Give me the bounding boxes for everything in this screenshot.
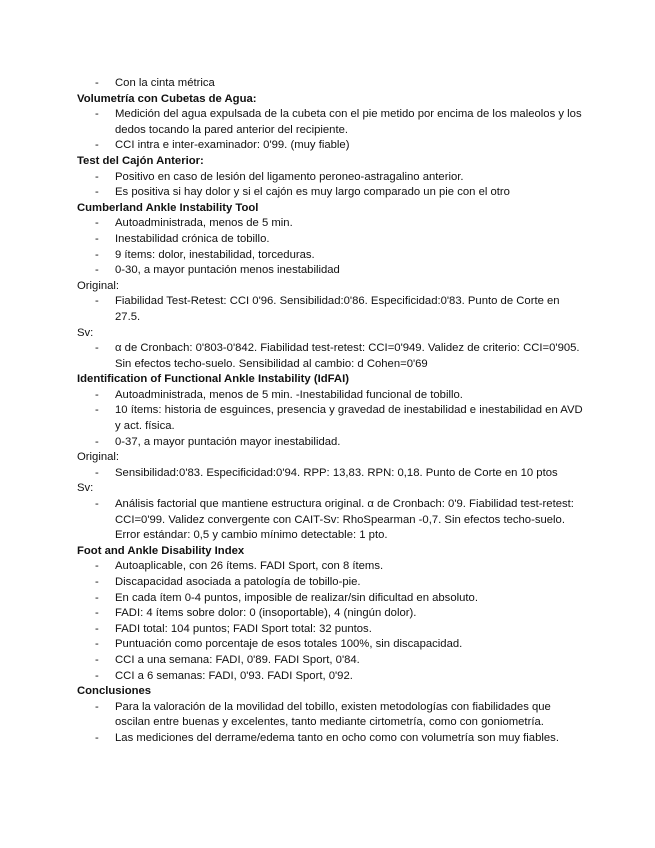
section-heading: Cumberland Ankle Instability Tool bbox=[77, 201, 259, 214]
bullet-dash: - bbox=[95, 139, 99, 152]
section-heading: Conclusiones bbox=[77, 685, 152, 698]
section-heading: Volumetría con Cubetas de Agua: bbox=[77, 92, 257, 105]
bullet-dash: - bbox=[95, 170, 99, 183]
bullet-dash: - bbox=[95, 264, 99, 277]
bullet-dash: - bbox=[95, 466, 99, 479]
list-item bbox=[0, 669, 583, 685]
list-item-text: Autoadministrada, menos de 5 min. -Inestabilidad funcional de tobillo. bbox=[115, 388, 463, 401]
list-item-text: Con la cinta métrica bbox=[115, 77, 215, 89]
bullet-dash: - bbox=[95, 404, 99, 417]
list-item bbox=[0, 606, 583, 622]
list-item bbox=[0, 622, 583, 638]
list-item bbox=[0, 232, 583, 248]
list-item-text: Medición del agua expulsada de la cubeta con el pie metido por encima de los maleolos y los dedos tocando la pared anterior del recipiente. bbox=[115, 108, 582, 136]
bullet-dash: - bbox=[95, 700, 99, 713]
list-item-text: CCI a una semana: FADI, 0'89. FADI Sport, 0'84. bbox=[115, 653, 360, 666]
bullet-dash: - bbox=[95, 669, 99, 682]
list-item-text: 9 ítems: dolor, inestabilidad, torceduras. bbox=[115, 248, 315, 261]
list-item-text: 10 ítems: historia de esguinces, presencia y gravedad de inestabilidad e inestabilidad en AVD y act. física. bbox=[115, 404, 583, 433]
list-item-text: Sensibilidad:0'83. Especificidad:0'94. RPP: 13,83. RPN: 0,18. Punto de Corte en 10 ptos bbox=[115, 466, 558, 479]
bullet-dash: - bbox=[95, 217, 99, 230]
list-item-text: Las mediciones del derrame/edema tanto en ocho como con volumetría son muy fiables. bbox=[115, 731, 559, 744]
list-item-text: Es positiva si hay dolor y si el cajón es muy largo comparado un pie con el otro bbox=[115, 186, 510, 199]
list-item bbox=[0, 466, 583, 482]
list-item bbox=[0, 263, 583, 279]
list-item bbox=[0, 700, 583, 731]
list-item-text: CCI intra e inter-examinador: 0'99. (muy fiable) bbox=[115, 139, 350, 152]
bullet-dash: - bbox=[95, 186, 99, 199]
list-item-text: FADI: 4 ítems sobre dolor: 0 (insoportable), 4 (ningún dolor). bbox=[115, 607, 417, 620]
section-heading: Identification of Functional Ankle Instability (IdFAI) bbox=[77, 373, 349, 386]
bullet-dash: - bbox=[95, 576, 99, 588]
list-item-text: Discapacidad asociada a patología de tobillo-pie. bbox=[115, 576, 361, 588]
bullet-dash: - bbox=[95, 607, 99, 620]
bullet-dash: - bbox=[95, 653, 99, 666]
list-item-text: FADI total: 104 puntos; FADI Sport total: 32 puntos. bbox=[115, 622, 372, 635]
list-item bbox=[0, 294, 583, 325]
bullet-dash: - bbox=[95, 232, 99, 245]
bullet-dash: - bbox=[95, 435, 99, 448]
list-item bbox=[0, 653, 583, 669]
list-item-text: 0-37, a mayor puntación mayor inestabilidad. bbox=[115, 435, 341, 448]
bullet-dash: - bbox=[95, 498, 99, 511]
subsection-label: Original: bbox=[77, 451, 120, 464]
list-item-text: α de Cronbach: 0'803-0'842. Fiabilidad test-retest: CCI=0'949. Validez de criterio: CCI=0'905. Sin efectos techo-suelo. Sensibilidad al cambio: d Cohen=0'69 bbox=[115, 342, 580, 370]
bullet-dash: - bbox=[95, 77, 99, 89]
section-heading: Foot and Ankle Disability Index bbox=[77, 544, 245, 557]
list-item-text: Puntuación como porcentaje de esos totales 100%, sin discapacidad. bbox=[115, 638, 463, 651]
bullet-dash: - bbox=[95, 295, 99, 308]
list-item bbox=[0, 731, 583, 747]
list-item bbox=[0, 388, 583, 404]
list-item bbox=[0, 341, 583, 372]
list-item-text: Positivo en caso de lesión del ligamento peroneo-astragalino anterior. bbox=[115, 170, 464, 183]
section-heading: Test del Cajón Anterior: bbox=[77, 154, 204, 167]
bullet-dash: - bbox=[95, 108, 99, 121]
list-item-text: Autoaplicable, con 26 ítems. FADI Sport, con 8 ítems. bbox=[115, 560, 384, 573]
bullet-dash: - bbox=[95, 731, 99, 744]
bullet-dash: - bbox=[95, 248, 99, 261]
subsection-label: Original: bbox=[77, 279, 120, 292]
bullet-dash: - bbox=[95, 388, 99, 401]
list-item bbox=[0, 403, 583, 434]
list-item-text: CCI a 6 semanas: FADI, 0'93. FADI Sport, 0'92. bbox=[115, 669, 353, 682]
list-item bbox=[0, 138, 583, 154]
list-item bbox=[0, 497, 583, 544]
bullet-dash: - bbox=[95, 622, 99, 635]
list-item bbox=[0, 76, 583, 92]
list-item-text: 0-30, a mayor puntación menos inestabilidad bbox=[115, 264, 340, 277]
list-item bbox=[0, 435, 583, 451]
list-item bbox=[0, 637, 583, 653]
bullet-dash: - bbox=[95, 342, 99, 355]
list-item bbox=[0, 170, 583, 186]
list-item bbox=[0, 591, 583, 607]
list-item bbox=[0, 575, 583, 591]
list-item-text: Para la valoración de la movilidad del tobillo, existen metodologías con fiabilidades que oscilan entre buenas y excelentes, tanto mediante cirtometría, como con goniometría. bbox=[115, 700, 551, 729]
bullet-dash: - bbox=[95, 638, 99, 651]
subsection-label: Sv: bbox=[77, 326, 94, 339]
bullet-dash: - bbox=[95, 591, 99, 604]
list-item-text: Autoadministrada, menos de 5 min. bbox=[115, 217, 293, 230]
list-item bbox=[0, 185, 583, 201]
list-item-text: Fiabilidad Test-Retest: CCI 0'96. Sensibilidad:0'86. Especificidad:0'83. Punto de Corte en 27.5. bbox=[115, 295, 560, 323]
subsection-label: Sv: bbox=[77, 482, 94, 495]
list-item-text: Inestabilidad crónica de tobillo. bbox=[115, 232, 270, 245]
bullet-dash: - bbox=[95, 560, 99, 573]
list-item bbox=[0, 107, 583, 138]
document-body bbox=[0, 76, 655, 747]
list-item-text: En cada ítem 0-4 puntos, imposible de realizar/sin dificultad en absoluto. bbox=[115, 591, 478, 604]
list-item bbox=[0, 248, 583, 264]
list-item bbox=[0, 559, 583, 575]
list-item-text: Análisis factorial que mantiene estructura original. α de Cronbach: 0'9. Fiabilidad test-retest: CCI=0'99. Validez convergente con CAIT-Sv: RhoSpearman -0,7. Sin efectos techo-suelo. Error estándar: 0,5 y cambio mínimo detectable: 1 pto. bbox=[115, 498, 574, 542]
list-item bbox=[0, 216, 583, 232]
